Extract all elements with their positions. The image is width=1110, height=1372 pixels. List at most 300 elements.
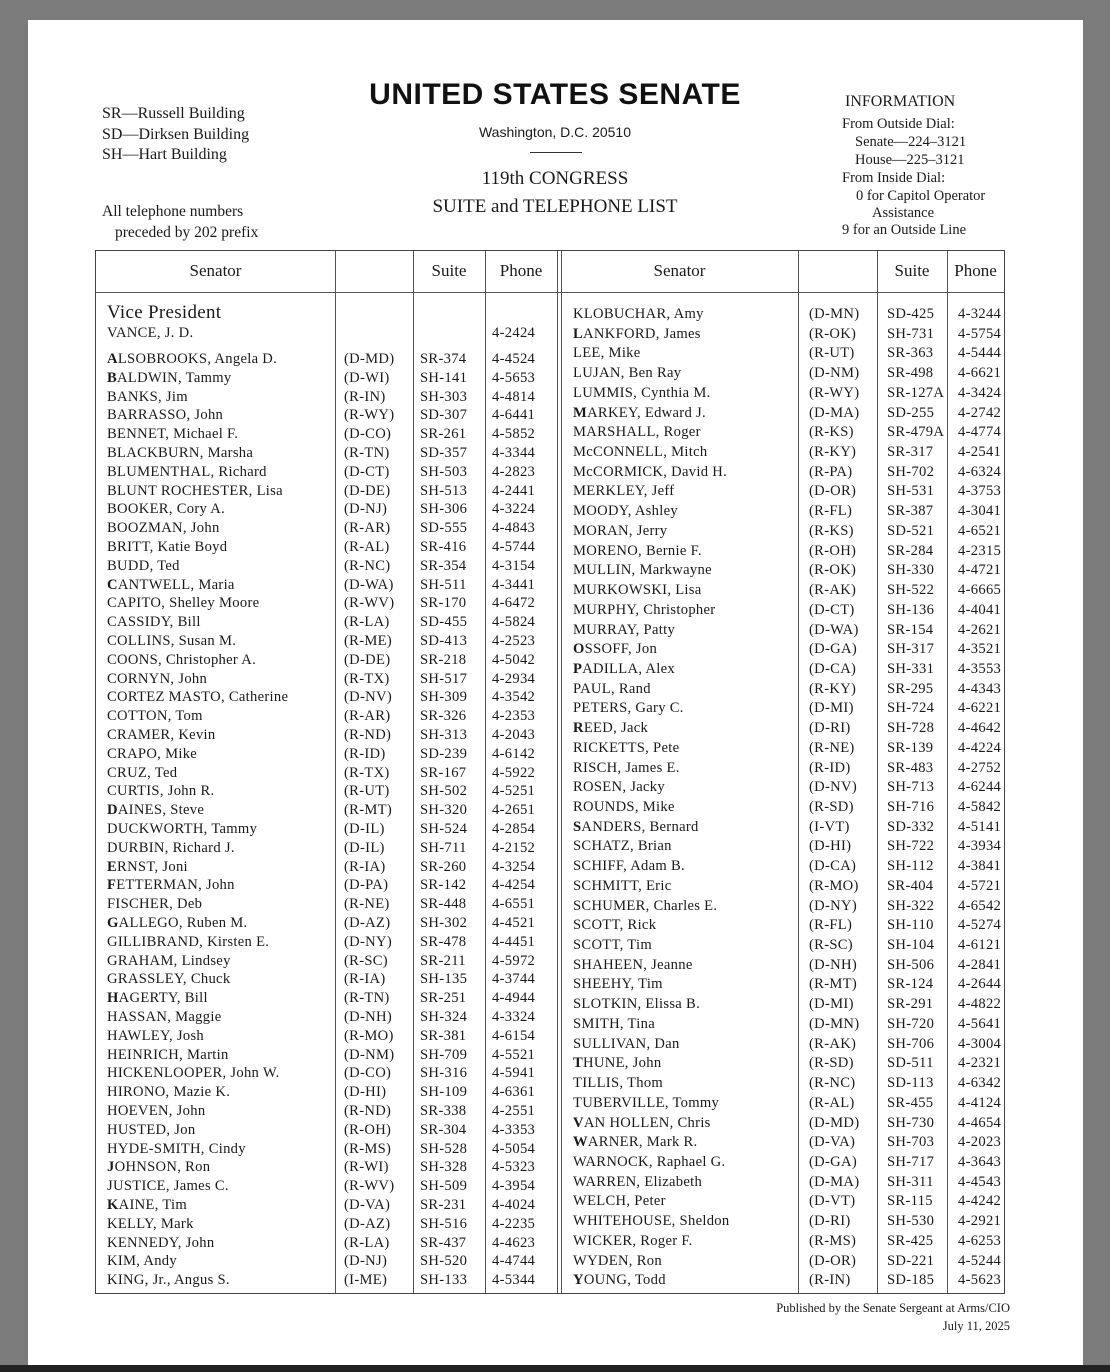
senator-suite: SH-330 [887,562,935,579]
senator-phone: 4-4944 [492,990,536,1007]
vice-president-name: VANCE, J. D. [107,325,194,341]
name-initial: H [107,990,119,1007]
name-initial: S [573,1015,582,1032]
name-rest: LOBUCHAR, Amy [583,306,704,322]
senator-name [107,558,180,575]
name-initial: M [573,522,587,539]
name-initial: M [573,562,587,579]
senator-suite: SD-221 [887,1252,935,1269]
name-rest: LACKBURN, Marsha [117,445,254,461]
senator-name [573,1016,655,1033]
senator-name [573,1174,702,1191]
header-phone-left: Phone [499,261,543,280]
name-initial: S [573,996,582,1013]
senator-party: (D-OR) [809,483,857,500]
name-rest: OOZMAN, John [117,520,220,537]
name-rest: ING, Jr., Angus S. [117,1272,230,1289]
vice-president-phone: 4-2424 [492,325,536,341]
senator-party: (D-HI) [344,1084,387,1101]
senator-name [573,700,684,717]
name-initial: M [573,483,587,500]
name-initial: H [107,1084,118,1101]
name-initial: H [107,1103,118,1119]
senator-party: (R-AR) [344,520,391,537]
name-rest: RUZ, Ted [117,764,178,781]
name-rest: UBERVILLE, Tommy [582,1094,720,1111]
senator-party: (D-CT) [809,601,855,618]
senator-name [573,345,641,362]
senator-suite: SR-425 [887,1232,934,1249]
senator-suite: SH-331 [887,660,935,677]
senator-phone: 4-3424 [958,384,1002,401]
senator-phone: 4-2644 [958,976,1002,993]
senator-party: (I-VT) [809,818,850,835]
name-rest: CHMITT, Eric [581,877,672,894]
list-title: SUITE and TELEPHONE LIST [432,196,678,217]
senator-phone: 4-6221 [958,700,1002,717]
senator-name [573,622,675,639]
senator-name [573,661,675,678]
senator-suite: SH-322 [887,897,935,914]
name-rest: URKOWSKI, Lisa [586,582,702,599]
senator-phone: 4-5941 [492,1065,536,1082]
name-initial: T [573,1075,583,1092]
info-line: From Inside Dial: [842,170,946,186]
name-rest: OONS, Christopher A. [117,651,257,668]
name-rest: ANDERS, Bernard [581,818,699,835]
senator-suite: SH-309 [420,689,468,706]
senator-phone: 4-6472 [492,595,536,612]
senator-party: (D-CA) [809,660,857,677]
senator-name [573,760,680,777]
senator-phone: 4-5653 [492,369,536,386]
senator-name [107,1009,221,1026]
senator-phone: 4-6361 [492,1084,536,1101]
senator-suite: SR-115 [887,1193,933,1210]
name-rest: ILLIS, Thom [582,1075,664,1092]
name-initial: T [573,1094,583,1111]
name-initial: S [573,897,582,914]
name-initial: C [107,595,118,612]
name-initial: S [573,1035,582,1052]
senator-party: (R-MT) [809,976,858,993]
name-rest: RASSLEY, Chuck [117,971,231,988]
senator-name [573,799,675,816]
senator-party: (R-KY) [809,680,857,697]
senator-suite: SH-730 [887,1114,935,1131]
senator-phone: 4-2321 [958,1055,1002,1072]
senator-phone: 4-4242 [958,1193,1002,1210]
senator-name [107,595,259,612]
name-initial: H [107,1140,118,1157]
name-initial: A [107,351,118,367]
senator-suite: SR-284 [887,542,934,559]
prefix-note [102,201,258,243]
senator-name [107,990,208,1007]
senator-suite: SD-521 [887,522,935,539]
name-rest: AINE, Tim [118,1197,188,1213]
name-rest: LUMENTHAL, Richard [117,463,267,480]
building-sh: SH—Hart Building [102,146,227,163]
senator-suite: SR-483 [887,759,934,776]
senator-suite: SR-404 [887,877,934,894]
name-rest: RAHAM, Lindsey [117,952,231,969]
senator-name [107,840,235,857]
senator-party: (D-PA) [344,877,389,894]
senator-suite: SH-528 [420,1140,468,1157]
senator-party: (R-NE) [809,739,855,756]
senator-name [107,1141,246,1158]
senator-party: (R-AK) [809,1035,857,1052]
senator-suite: SR-295 [887,680,934,697]
senator-suite: SH-313 [420,727,468,743]
name-rest: ARKEY, Edward J. [587,404,706,421]
name-initial: C [107,764,118,781]
senator-name [573,1055,661,1072]
senator-phone: 4-3004 [958,1035,1002,1052]
header-phone-right: Phone [954,261,997,280]
name-initial: H [107,1065,118,1082]
senator-suite: SR-291 [887,996,934,1013]
viewer-bottom-bar [0,1365,1110,1372]
senator-party: (D-MN) [809,306,860,322]
senator-phone: 4-4843 [492,520,536,537]
senator-phone: 4-3521 [958,641,1002,658]
senator-phone: 4-5323 [492,1159,536,1176]
name-initial: K [107,1272,118,1289]
name-rest: APITO, Shelley Moore [117,595,260,612]
name-initial: H [107,1009,118,1025]
name-initial: B [107,407,118,424]
senator-party: (D-CT) [344,463,390,480]
senator-suite: SH-511 [420,576,467,593]
name-rest: ANKS, Jim [117,388,188,405]
senator-suite: SH-316 [420,1065,468,1082]
senator-suite: SR-231 [420,1197,467,1213]
senator-suite: SH-506 [887,956,935,973]
senator-party: (R-OH) [344,1121,392,1138]
name-initial: Y [573,1272,584,1289]
senator-name [573,641,657,658]
senator-party: (R-MO) [344,1027,394,1044]
senator-phone: 4-5922 [492,764,536,781]
name-initial: G [107,933,118,950]
senator-name [107,633,236,650]
senator-phone: 4-4774 [958,424,1002,441]
name-initial: C [107,689,118,706]
senator-phone: 4-2353 [492,708,536,725]
name-initial: B [107,539,118,555]
senator-suite: SR-338 [420,1103,467,1119]
senator-suite: SH-311 [887,1173,934,1190]
name-rest: RITT, Katie Boyd [117,539,228,555]
senator-phone: 4-6621 [958,365,1002,382]
name-initial: B [107,501,118,518]
name-initial: S [573,858,582,875]
senator-name [107,859,188,876]
senator-suite: SR-478 [420,933,467,950]
senator-phone: 4-3344 [492,445,536,461]
senator-suite: SD-185 [887,1272,935,1289]
senator-phone: 4-4041 [958,601,1002,618]
name-initial: L [573,325,584,342]
name-initial: K [107,1234,118,1251]
senator-suite: SD-307 [420,407,468,424]
name-rest: ALLEGO, Ruben M. [118,915,248,931]
senator-party: (R-ID) [809,759,851,776]
building-sd: SD—Dirksen Building [102,125,250,143]
senator-party: (R-OK) [809,562,857,579]
senator-name [107,445,253,462]
name-initial: S [573,917,582,934]
senator-party: (D-MD) [809,1114,860,1131]
senator-name [107,671,207,688]
name-rest: EINRICH, Martin [117,1046,229,1063]
senator-name [573,523,667,540]
senator-party: (R-MO) [809,877,859,894]
name-rest: AUL, Rand [580,680,651,697]
senator-suite: SH-112 [887,858,934,875]
senator-suite: SH-722 [887,838,935,855]
header-suite-left: Suite [431,261,467,280]
name-initial: L [573,384,583,401]
senator-name [573,858,685,875]
name-initial: T [573,1055,584,1072]
info-line: From Outside Dial: [842,116,955,132]
name-initial: W [573,1153,586,1170]
name-rest: ELCH, Peter [587,1193,666,1210]
senator-party: (D-DE) [344,482,391,499]
senator-suite: SR-448 [420,896,467,913]
senator-party: (D-CA) [809,858,857,875]
senator-suite: SH-524 [420,821,468,837]
senator-name [573,365,681,382]
name-initial: S [573,937,582,954]
name-rest: ICKENLOOPER, John W. [117,1065,280,1082]
name-initial: S [573,877,582,894]
name-initial: S [573,838,582,855]
senator-suite: SH-509 [420,1178,468,1195]
senator-suite: SH-731 [887,325,935,342]
prefix-note-line: preceded by 202 prefix [115,224,259,241]
senator-name [573,720,648,737]
senator-name [573,562,712,579]
name-initial: C [107,745,118,762]
senator-suite: SH-317 [887,641,935,658]
senator-phone: 4-6542 [958,897,1002,914]
senator-party: (R-UT) [344,783,390,800]
senator-party: (D-IL) [344,821,385,837]
senator-suite: SH-133 [420,1272,468,1289]
senator-name [573,740,679,757]
name-initial: G [107,952,118,969]
name-initial: C [107,576,118,593]
name-initial: H [107,1027,118,1044]
senator-suite: SR-142 [420,877,467,894]
senator-suite: SH-328 [420,1159,468,1176]
senator-name [573,1253,662,1270]
senator-phone: 4-5852 [492,426,536,443]
senator-party: (R-SC) [809,937,853,954]
senator-phone: 4-3934 [958,838,1002,855]
senator-suite: SR-326 [420,708,467,725]
name-rest: ENNET, Michael F. [117,426,239,443]
senator-party: (D-NH) [809,956,857,973]
name-initial: W [573,1232,588,1249]
senator-name [573,957,693,974]
senator-party: (D-NV) [344,689,392,706]
senator-name [107,1122,195,1139]
senator-party: (D-MI) [809,700,854,717]
senator-party: (D-CO) [344,426,392,443]
senator-party: (R-IN) [344,388,386,405]
senator-party: (D-GA) [809,1153,857,1170]
senator-suite: SH-104 [887,937,935,954]
name-initial: K [107,1197,119,1213]
senator-party: (D-VT) [809,1193,856,1210]
senator-suite: SR-154 [887,621,934,638]
name-rest: ANTWELL, Maria [117,576,235,593]
senator-party: (D-WI) [344,369,390,386]
name-initial: H [107,1121,118,1138]
senator-name [107,1103,205,1120]
name-rest: OHNSON, Ron [114,1159,211,1176]
senator-suite: SH-306 [420,501,468,518]
senator-name [107,351,277,368]
prefix-note-line: All telephone numbers [102,203,244,220]
name-initial: B [107,520,118,537]
senator-phone: 4-4254 [492,877,536,894]
senator-name [107,727,216,744]
name-initial: M [573,424,587,441]
information-box [842,93,985,239]
senator-name [573,483,674,500]
name-rest: CHATZ, Brian [581,838,672,855]
senator-party: (D-NY) [344,933,392,950]
senator-suite: SR-498 [887,365,934,382]
senator-party: (R-NE) [344,896,390,913]
senator-phone: 4-3841 [958,858,1002,875]
senator-phone: 4-4224 [958,739,1002,756]
name-rest: RAMER, Kevin [117,727,216,743]
senator-name [107,877,235,894]
senator-name [107,539,227,556]
senator-suite: SH-720 [887,1015,935,1032]
senator-name [107,934,269,951]
senator-phone: 4-2651 [492,802,536,819]
name-rest: OOKER, Cory A. [117,501,226,518]
senator-suite: SH-141 [420,369,468,386]
senator-party: (D-AZ) [344,1215,391,1232]
senator-suite: SH-135 [420,971,468,988]
senator-name [107,689,288,706]
senator-suite: SH-302 [420,915,468,931]
senator-name [573,424,701,441]
name-rest: ARNOCK, Raphael G. [585,1153,726,1170]
name-rest: AGERTY, Bill [118,990,208,1007]
senator-name [573,779,665,796]
senator-phone: 4-3441 [492,576,536,593]
name-initial: L [573,365,583,382]
name-rest: cCORMICK, David H. [586,463,728,480]
senator-name [107,971,230,988]
name-initial: M [573,463,587,480]
senator-name [573,838,672,855]
senator-phone: 4-4543 [958,1173,1002,1190]
publish-date: July 11, 2025 [942,1319,1010,1333]
senator-party: (R-ME) [344,633,393,649]
name-rest: ISCHER, Deb [115,896,203,913]
senator-phone: 4-5754 [958,325,1002,342]
info-line: 9 for an Outside Line [842,222,967,238]
senator-suite: SH-320 [420,802,468,819]
senator-party: (R-IN) [809,1272,851,1289]
senator-phone: 4-3224 [492,501,536,518]
senator-phone: 4-5623 [958,1272,1002,1289]
name-initial: W [573,1134,588,1151]
senator-phone: 4-3542 [492,689,536,706]
senator-name [573,681,651,698]
senator-phone: 4-5054 [492,1140,536,1157]
senator-name [107,652,256,669]
senator-party: (R-WY) [809,384,860,401]
name-initial: P [573,660,583,677]
senator-party: (R-LA) [344,614,390,631]
name-rest: OTTON, Tom [117,708,203,725]
senator-suite: SH-324 [420,1009,468,1025]
senator-party: (D-NH) [344,1009,392,1025]
name-initial: F [107,877,117,894]
senator-party: (D-VA) [344,1197,391,1213]
senator-name [573,1154,725,1171]
senator-name [107,708,203,725]
name-rest: URBIN, Richard J. [117,839,235,856]
senator-party: (D-NM) [344,1046,395,1063]
senator-phone: 4-5251 [492,783,536,800]
name-rest: AINES, Steve [117,802,205,819]
senator-suite: SR-354 [420,557,467,574]
name-rest: LUNT ROCHESTER, Lisa [117,482,283,499]
senator-party: (D-NM) [809,365,860,382]
name-initial: R [573,720,584,737]
name-rest: ARRASSO, John [117,407,224,424]
senator-phone: 4-3744 [492,971,536,988]
senator-suite: SR-218 [420,651,467,668]
senator-suite: SR-167 [420,764,467,781]
name-initial: B [107,369,118,386]
name-initial: C [107,727,118,743]
name-initial: B [107,426,118,443]
name-initial: J [107,1159,115,1176]
senator-name [107,783,214,800]
senator-party: (I-ME) [344,1272,388,1289]
senator-party: (R-UT) [809,345,855,362]
senator-party: (R-TX) [344,670,390,687]
senator-phone: 4-4814 [492,388,536,405]
senator-party: (R-TN) [344,445,390,461]
senator-party: (D-NY) [809,897,857,914]
name-rest: ERKLEY, Jeff [586,483,675,500]
senator-name [107,501,225,518]
senator-suite: SH-303 [420,388,468,405]
name-initial: W [573,1213,588,1230]
senator-party: (D-IL) [344,839,385,856]
document-title: UNITED STATES SENATE [369,78,741,111]
info-line: Assistance [872,205,935,221]
senator-phone: 4-6324 [958,463,1002,480]
senator-party: (R-ND) [344,1103,392,1119]
senator-phone: 4-5344 [492,1272,536,1289]
